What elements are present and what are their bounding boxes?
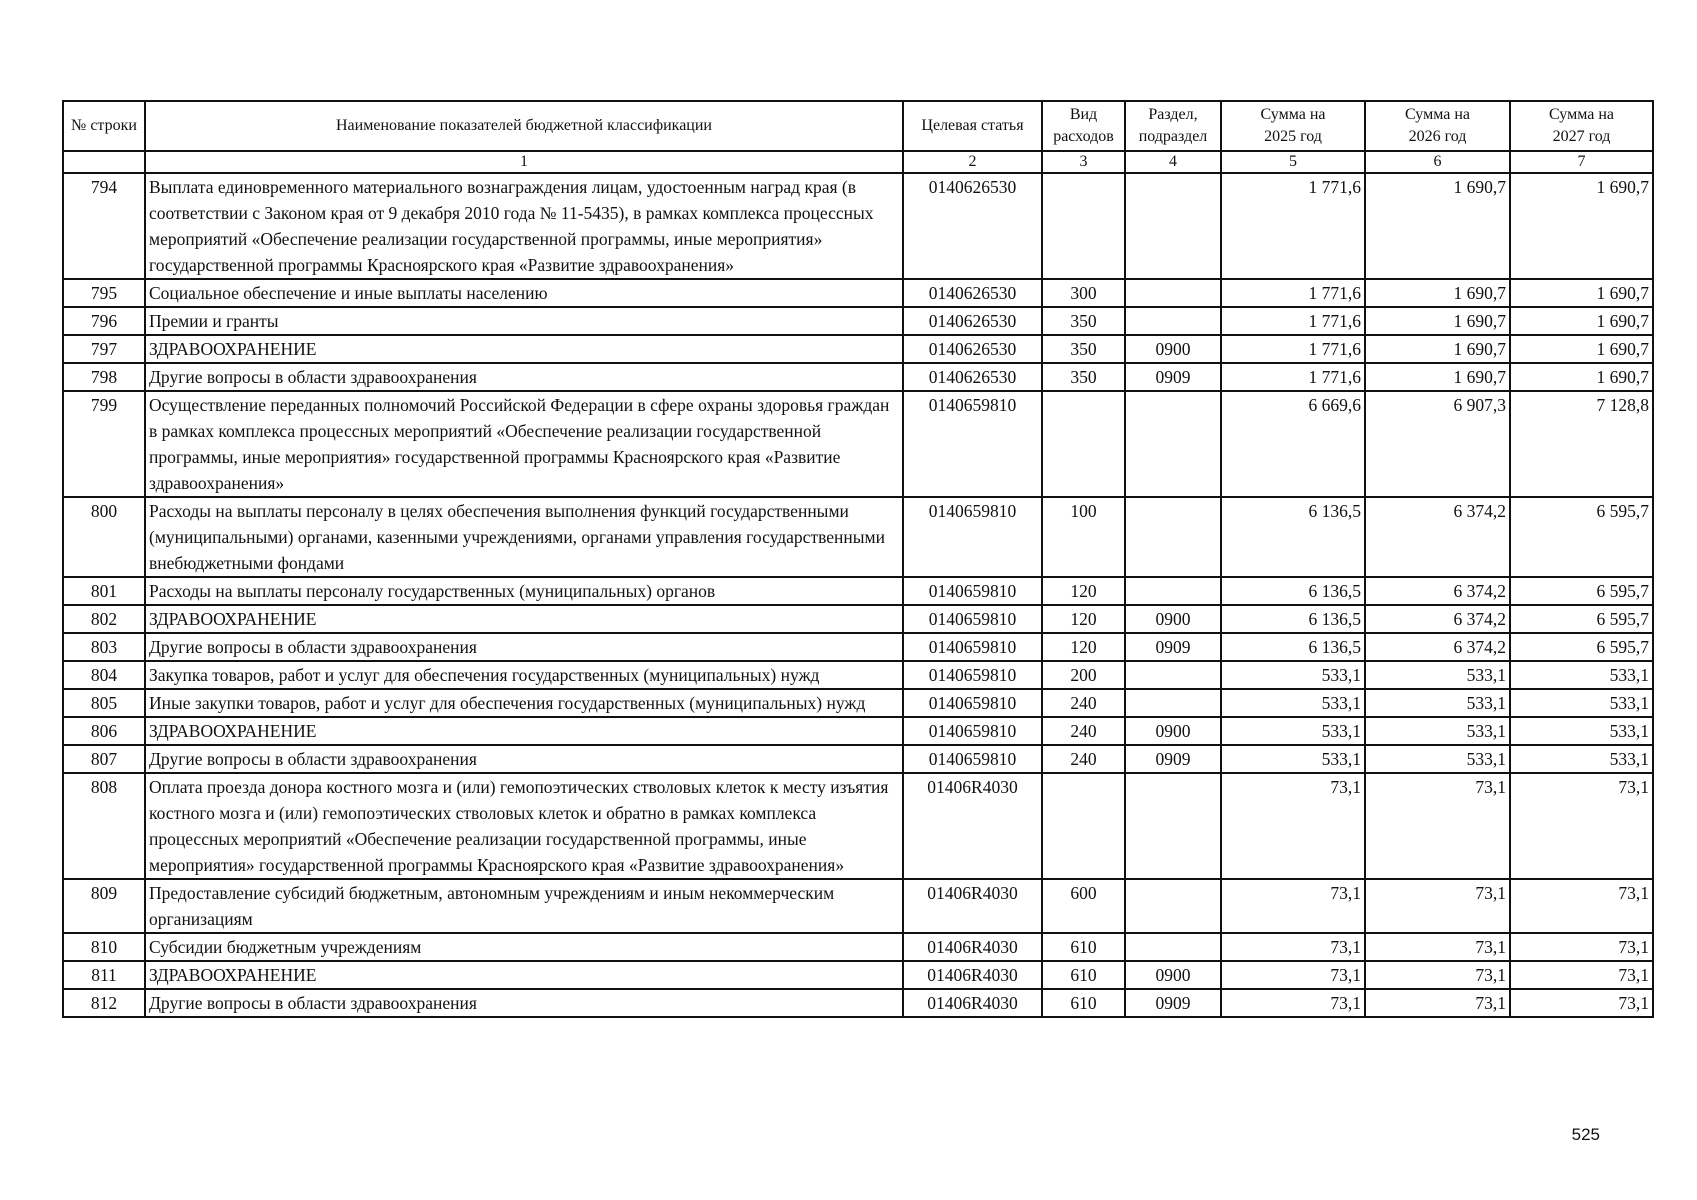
column-number <box>63 151 145 173</box>
sum-2025-cell: 73,1 <box>1221 773 1365 879</box>
target-article-cell: 0140659810 <box>903 605 1042 633</box>
target-article-cell: 0140626530 <box>903 363 1042 391</box>
sum-2025-cell: 6 136,5 <box>1221 577 1365 605</box>
target-article-cell: 0140626530 <box>903 307 1042 335</box>
sum-2027-cell: 1 690,7 <box>1510 173 1653 279</box>
sum-2025-cell: 6 669,6 <box>1221 391 1365 497</box>
expense-type-cell <box>1042 391 1125 497</box>
expense-type-cell: 120 <box>1042 605 1125 633</box>
table-row <box>63 879 1653 933</box>
table-body <box>63 173 1653 1017</box>
row-number-cell: 800 <box>63 497 145 577</box>
expense-type-cell <box>1042 173 1125 279</box>
target-article-cell: 0140659810 <box>903 633 1042 661</box>
sum-2027-cell: 1 690,7 <box>1510 335 1653 363</box>
column-number: 3 <box>1042 151 1125 173</box>
section-cell: 0900 <box>1125 717 1221 745</box>
sum-2025-cell: 73,1 <box>1221 961 1365 989</box>
row-number-cell: 799 <box>63 391 145 497</box>
header-sum-2025: Сумма на 2025 год <box>1221 101 1365 151</box>
sum-2026-cell: 533,1 <box>1365 745 1510 773</box>
table-row <box>63 497 1653 577</box>
row-number-cell: 802 <box>63 605 145 633</box>
table-row <box>63 307 1653 335</box>
sum-2027-cell: 6 595,7 <box>1510 633 1653 661</box>
sum-2026-cell: 533,1 <box>1365 717 1510 745</box>
target-article-cell: 0140626530 <box>903 173 1042 279</box>
indicator-name-cell: Другие вопросы в области здравоохранения <box>145 989 903 1017</box>
sum-2026-cell: 533,1 <box>1365 661 1510 689</box>
header-sum-2026: Сумма на 2026 год <box>1365 101 1510 151</box>
sum-2025-cell: 73,1 <box>1221 933 1365 961</box>
target-article-cell: 01406R4030 <box>903 773 1042 879</box>
indicator-name-cell: Социальное обеспечение и иные выплаты населению <box>145 279 903 307</box>
target-article-cell: 0140659810 <box>903 391 1042 497</box>
section-cell <box>1125 773 1221 879</box>
row-number-cell: 806 <box>63 717 145 745</box>
sum-2026-cell: 1 690,7 <box>1365 173 1510 279</box>
header-row-no: № строки <box>63 101 145 151</box>
table-row <box>63 989 1653 1017</box>
section-cell: 0909 <box>1125 989 1221 1017</box>
sum-2026-cell: 6 907,3 <box>1365 391 1510 497</box>
row-number-cell: 810 <box>63 933 145 961</box>
row-number-cell: 807 <box>63 745 145 773</box>
sum-2027-cell: 7 128,8 <box>1510 391 1653 497</box>
header-section: Раздел, подраздел <box>1125 101 1221 151</box>
row-number-cell: 794 <box>63 173 145 279</box>
target-article-cell: 01406R4030 <box>903 961 1042 989</box>
target-article-cell: 01406R4030 <box>903 879 1042 933</box>
row-number-cell: 795 <box>63 279 145 307</box>
expense-type-cell: 200 <box>1042 661 1125 689</box>
sum-2025-cell: 1 771,6 <box>1221 363 1365 391</box>
sum-2026-cell: 1 690,7 <box>1365 335 1510 363</box>
target-article-cell: 0140626530 <box>903 279 1042 307</box>
column-number: 7 <box>1510 151 1653 173</box>
header-sum-2027: Сумма на 2027 год <box>1510 101 1653 151</box>
table-row <box>63 335 1653 363</box>
expense-type-cell: 610 <box>1042 989 1125 1017</box>
sum-2026-cell: 6 374,2 <box>1365 605 1510 633</box>
table-row <box>63 577 1653 605</box>
section-cell <box>1125 391 1221 497</box>
target-article-cell: 0140659810 <box>903 661 1042 689</box>
sum-2027-cell: 533,1 <box>1510 745 1653 773</box>
expense-type-cell: 300 <box>1042 279 1125 307</box>
section-cell: 0909 <box>1125 745 1221 773</box>
sum-2026-cell: 73,1 <box>1365 879 1510 933</box>
expense-type-cell: 100 <box>1042 497 1125 577</box>
expense-type-cell: 350 <box>1042 335 1125 363</box>
sum-2027-cell: 6 595,7 <box>1510 497 1653 577</box>
indicator-name-cell: Расходы на выплаты персоналу в целях обеспечения выполнения функций государственными (муниципальными) органами, казенными учреждениями, органами управления государственными внебюджетными фондами <box>145 497 903 577</box>
row-number-cell: 805 <box>63 689 145 717</box>
table-row <box>63 717 1653 745</box>
sum-2026-cell: 1 690,7 <box>1365 279 1510 307</box>
sum-2025-cell: 73,1 <box>1221 989 1365 1017</box>
table-row <box>63 279 1653 307</box>
sum-2026-cell: 73,1 <box>1365 989 1510 1017</box>
sum-2027-cell: 1 690,7 <box>1510 307 1653 335</box>
header-expense-type: Вид расходов <box>1042 101 1125 151</box>
table-row <box>63 933 1653 961</box>
section-cell: 0900 <box>1125 335 1221 363</box>
sum-2025-cell: 533,1 <box>1221 717 1365 745</box>
sum-2025-cell: 533,1 <box>1221 661 1365 689</box>
sum-2025-cell: 1 771,6 <box>1221 279 1365 307</box>
row-number-cell: 803 <box>63 633 145 661</box>
indicator-name-cell: Другие вопросы в области здравоохранения <box>145 745 903 773</box>
header-row <box>63 101 1653 151</box>
target-article-cell: 0140659810 <box>903 689 1042 717</box>
target-article-cell: 0140659810 <box>903 717 1042 745</box>
section-cell <box>1125 577 1221 605</box>
sum-2026-cell: 73,1 <box>1365 933 1510 961</box>
table-row <box>63 391 1653 497</box>
indicator-name-cell: Субсидии бюджетным учреждениям <box>145 933 903 961</box>
section-cell <box>1125 879 1221 933</box>
indicator-name-cell: Премии и гранты <box>145 307 903 335</box>
budget-table <box>62 100 1654 1018</box>
section-cell <box>1125 497 1221 577</box>
indicator-name-cell: ЗДРАВООХРАНЕНИЕ <box>145 961 903 989</box>
sum-2025-cell: 533,1 <box>1221 689 1365 717</box>
indicator-name-cell: Оплата проезда донора костного мозга и (или) гемопоэтических стволовых клеток к месту изъятия костного мозга и (или) гемопоэтических стволовых клеток и обратно в рамках комплекса процессных мероприятий «Обеспечение реализации государственной программы, иные мероприятия» государственной программы Красноярского края «Развитие здравоохранения» <box>145 773 903 879</box>
sum-2027-cell: 73,1 <box>1510 989 1653 1017</box>
table-row <box>63 773 1653 879</box>
sum-2025-cell: 533,1 <box>1221 745 1365 773</box>
sum-2027-cell: 1 690,7 <box>1510 363 1653 391</box>
section-cell <box>1125 689 1221 717</box>
indicator-name-cell: Предоставление субсидий бюджетным, автономным учреждениям и иным некоммерческим организациям <box>145 879 903 933</box>
table-row <box>63 689 1653 717</box>
sum-2027-cell: 533,1 <box>1510 661 1653 689</box>
sum-2027-cell: 6 595,7 <box>1510 605 1653 633</box>
section-cell: 0900 <box>1125 605 1221 633</box>
sum-2027-cell: 73,1 <box>1510 773 1653 879</box>
row-number-cell: 809 <box>63 879 145 933</box>
sum-2025-cell: 1 771,6 <box>1221 173 1365 279</box>
indicator-name-cell: Закупка товаров, работ и услуг для обеспечения государственных (муниципальных) нужд <box>145 661 903 689</box>
target-article-cell: 0140659810 <box>903 497 1042 577</box>
header-target-article: Целевая статья <box>903 101 1042 151</box>
sum-2027-cell: 1 690,7 <box>1510 279 1653 307</box>
sum-2026-cell: 1 690,7 <box>1365 307 1510 335</box>
indicator-name-cell: Расходы на выплаты персоналу государственных (муниципальных) органов <box>145 577 903 605</box>
sum-2026-cell: 6 374,2 <box>1365 577 1510 605</box>
sum-2027-cell: 73,1 <box>1510 879 1653 933</box>
sum-2027-cell: 73,1 <box>1510 933 1653 961</box>
section-cell <box>1125 661 1221 689</box>
indicator-name-cell: Иные закупки товаров, работ и услуг для обеспечения государственных (муниципальных) нужд <box>145 689 903 717</box>
sum-2027-cell: 533,1 <box>1510 717 1653 745</box>
sum-2027-cell: 533,1 <box>1510 689 1653 717</box>
sum-2025-cell: 1 771,6 <box>1221 307 1365 335</box>
sum-2026-cell: 73,1 <box>1365 961 1510 989</box>
row-number-cell: 808 <box>63 773 145 879</box>
column-number-row <box>63 151 1653 173</box>
section-cell: 0909 <box>1125 633 1221 661</box>
table-row <box>63 661 1653 689</box>
table-row <box>63 363 1653 391</box>
expense-type-cell: 240 <box>1042 745 1125 773</box>
sum-2025-cell: 73,1 <box>1221 879 1365 933</box>
expense-type-cell: 610 <box>1042 961 1125 989</box>
table-row <box>63 633 1653 661</box>
indicator-name-cell: ЗДРАВООХРАНЕНИЕ <box>145 717 903 745</box>
section-cell: 0909 <box>1125 363 1221 391</box>
sum-2026-cell: 6 374,2 <box>1365 497 1510 577</box>
expense-type-cell: 240 <box>1042 689 1125 717</box>
indicator-name-cell: Осуществление переданных полномочий Российской Федерации в сфере охраны здоровья граждан в рамках комплекса процессных мероприятий «Обеспечение реализации государственной программы, иные мероприятия» государственной программы Красноярского края «Развитие здравоохранения» <box>145 391 903 497</box>
section-cell <box>1125 279 1221 307</box>
table-row <box>63 745 1653 773</box>
expense-type-cell: 350 <box>1042 363 1125 391</box>
sum-2027-cell: 73,1 <box>1510 961 1653 989</box>
column-number: 1 <box>145 151 903 173</box>
table-row <box>63 605 1653 633</box>
column-number: 6 <box>1365 151 1510 173</box>
indicator-name-cell: ЗДРАВООХРАНЕНИЕ <box>145 605 903 633</box>
target-article-cell: 01406R4030 <box>903 933 1042 961</box>
expense-type-cell: 120 <box>1042 633 1125 661</box>
target-article-cell: 0140659810 <box>903 745 1042 773</box>
sum-2026-cell: 533,1 <box>1365 689 1510 717</box>
target-article-cell: 01406R4030 <box>903 989 1042 1017</box>
column-number: 5 <box>1221 151 1365 173</box>
expense-type-cell: 350 <box>1042 307 1125 335</box>
page-number: 525 <box>1571 1125 1600 1144</box>
table-row <box>63 961 1653 989</box>
indicator-name-cell: Другие вопросы в области здравоохранения <box>145 633 903 661</box>
row-number-cell: 804 <box>63 661 145 689</box>
header-name: Наименование показателей бюджетной классификации <box>145 101 903 151</box>
row-number-cell: 796 <box>63 307 145 335</box>
section-cell <box>1125 307 1221 335</box>
row-number-cell: 798 <box>63 363 145 391</box>
expense-type-cell: 610 <box>1042 933 1125 961</box>
expense-type-cell: 600 <box>1042 879 1125 933</box>
sum-2026-cell: 1 690,7 <box>1365 363 1510 391</box>
sum-2026-cell: 6 374,2 <box>1365 633 1510 661</box>
target-article-cell: 0140659810 <box>903 577 1042 605</box>
column-number: 2 <box>903 151 1042 173</box>
sum-2026-cell: 73,1 <box>1365 773 1510 879</box>
table-row <box>63 173 1653 279</box>
column-number: 4 <box>1125 151 1221 173</box>
expense-type-cell: 240 <box>1042 717 1125 745</box>
sum-2025-cell: 6 136,5 <box>1221 497 1365 577</box>
row-number-cell: 797 <box>63 335 145 363</box>
row-number-cell: 801 <box>63 577 145 605</box>
section-cell: 0900 <box>1125 961 1221 989</box>
row-number-cell: 811 <box>63 961 145 989</box>
row-number-cell: 812 <box>63 989 145 1017</box>
section-cell <box>1125 173 1221 279</box>
expense-type-cell: 120 <box>1042 577 1125 605</box>
sum-2027-cell: 6 595,7 <box>1510 577 1653 605</box>
sum-2025-cell: 1 771,6 <box>1221 335 1365 363</box>
sum-2025-cell: 6 136,5 <box>1221 605 1365 633</box>
indicator-name-cell: ЗДРАВООХРАНЕНИЕ <box>145 335 903 363</box>
indicator-name-cell: Другие вопросы в области здравоохранения <box>145 363 903 391</box>
expense-type-cell <box>1042 773 1125 879</box>
target-article-cell: 0140626530 <box>903 335 1042 363</box>
sum-2025-cell: 6 136,5 <box>1221 633 1365 661</box>
section-cell <box>1125 933 1221 961</box>
indicator-name-cell: Выплата единовременного материального вознаграждения лицам, удостоенным наград края (в соответствии с Законом края от 9 декабря 2010 года № 11-5435), в рамках комплекса процессных мероприятий «Обеспечение реализации государственной программы, иные мероприятия» государственной программы Красноярского края «Развитие здравоохранения» <box>145 173 903 279</box>
